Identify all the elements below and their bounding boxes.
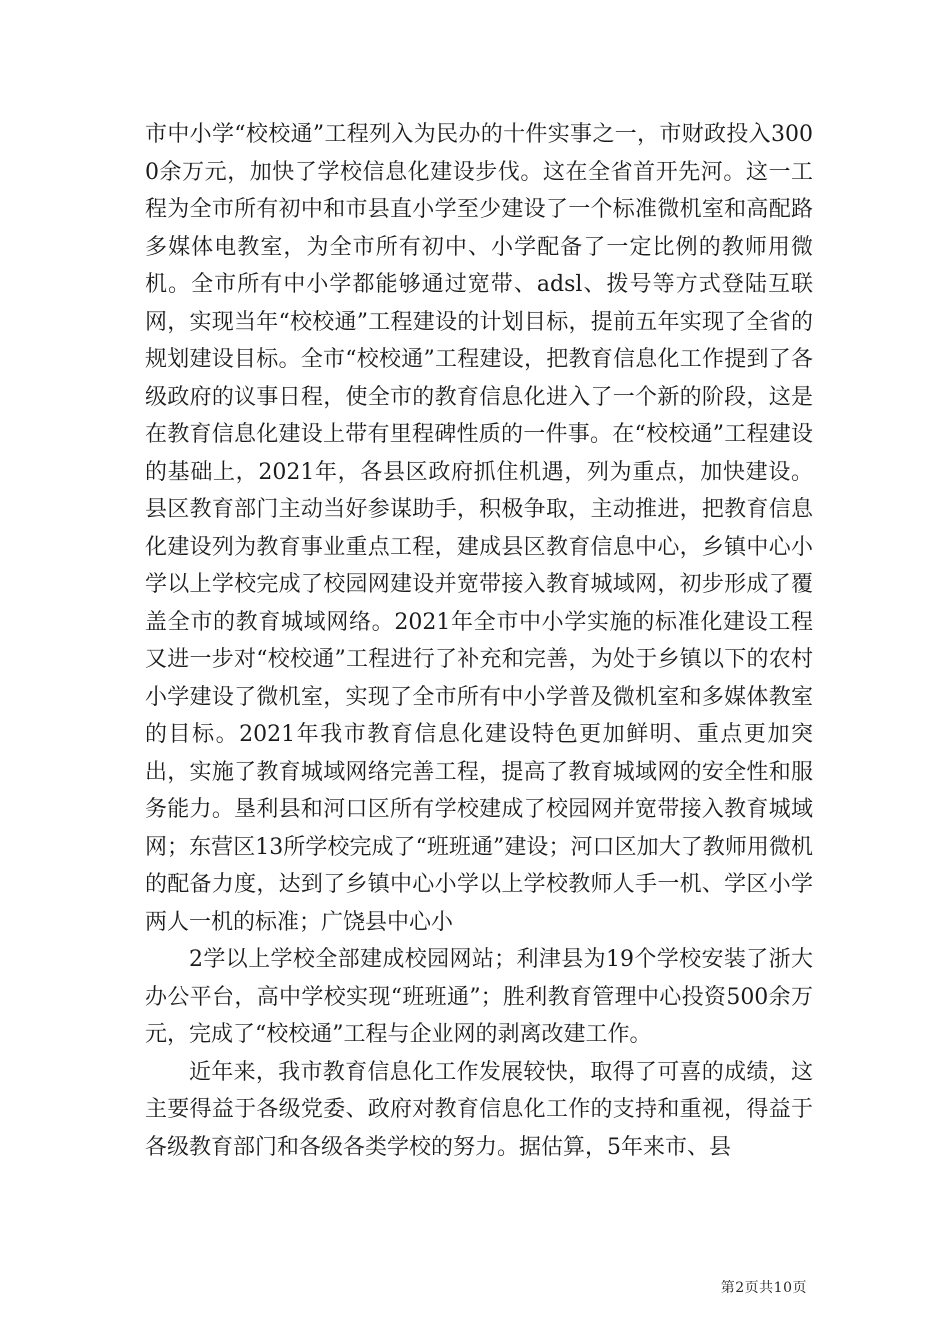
paragraph-2: 2学以上学校全部建成校园网站；利津县为19个学校安装了浙大办公平台，高中学校实现“班班通”；胜利教育管理中心投资500余万元，完成了“校校通”工程与企业网的剥离改建工作。 — [145, 947, 813, 1047]
paragraph-1: 市中小学“校校通”工程列入为民办的十件实事之一，市财政投入3000余万元，加快了学校信息化建设步伐。这在全省首开先河。这一工程为全市所有初中和市县直小学至少建设了一个标准微机室和高配路多媒体电教室，为全市所有初中、小学配备了一定比例的教师用微机。全市所有中小学都能够通过宽带、adsl、拨号等方式登陆互联网，实现当年“校校通”工程建设的计划目标，提前五年实现了全省的规划建设目标。全市“校校通”工程建设，把教育信息化工作提到了各级政府的议事日程，使全市的教育信息化进入了一个新的阶段，这是在教育信息化建设上带有里程碑性质的一件事。在“校校通”工程建设的基础上，2021年，各县区政府抓住机遇，列为重点，加快建设。县区教育部门主动当好参谋助手，积极争取，主动推进，把教育信息化建设列为教育事业重点工程，建成县区教育信息中心，乡镇中心小学以上学校完成了校园网建设并宽带接入教育城域网，初步形成了覆盖全市的教育城域网络。2021年全市中小学实施的标准化建设工程又进一步对“校校通”工程进行了补充和完善，为处于乡镇以下的农村小学建设了微机室，实现了全市所有中小学普及微机室和多媒体教室的目标。2021年我市教育信息化建设特色更加鲜明、重点更加突出，实施了教育城域网络完善工程，提高了教育城域网的安全性和服务能力。垦利县和河口区所有学校建成了校园网并宽带接入教育城域网；东营区13所学校完成了“班班通”建设；河口区加大了教师用微机的配备力度，达到了乡镇中心小学以上学校教师人手一机、学区小学两人一机的标准；广饶县中心小 — [145, 122, 813, 935]
paragraph-3: 近年来，我市教育信息化工作发展较快，取得了可喜的成绩，这主要得益于各级党委、政府对教育信息化工作的支持和重视，得益于各级教育部门和各级各类学校的努力。据估算，5年来市、县 — [145, 1059, 813, 1160]
page-number: 第2页共10页 — [720, 1280, 807, 1296]
document-body — [145, 116, 813, 1166]
